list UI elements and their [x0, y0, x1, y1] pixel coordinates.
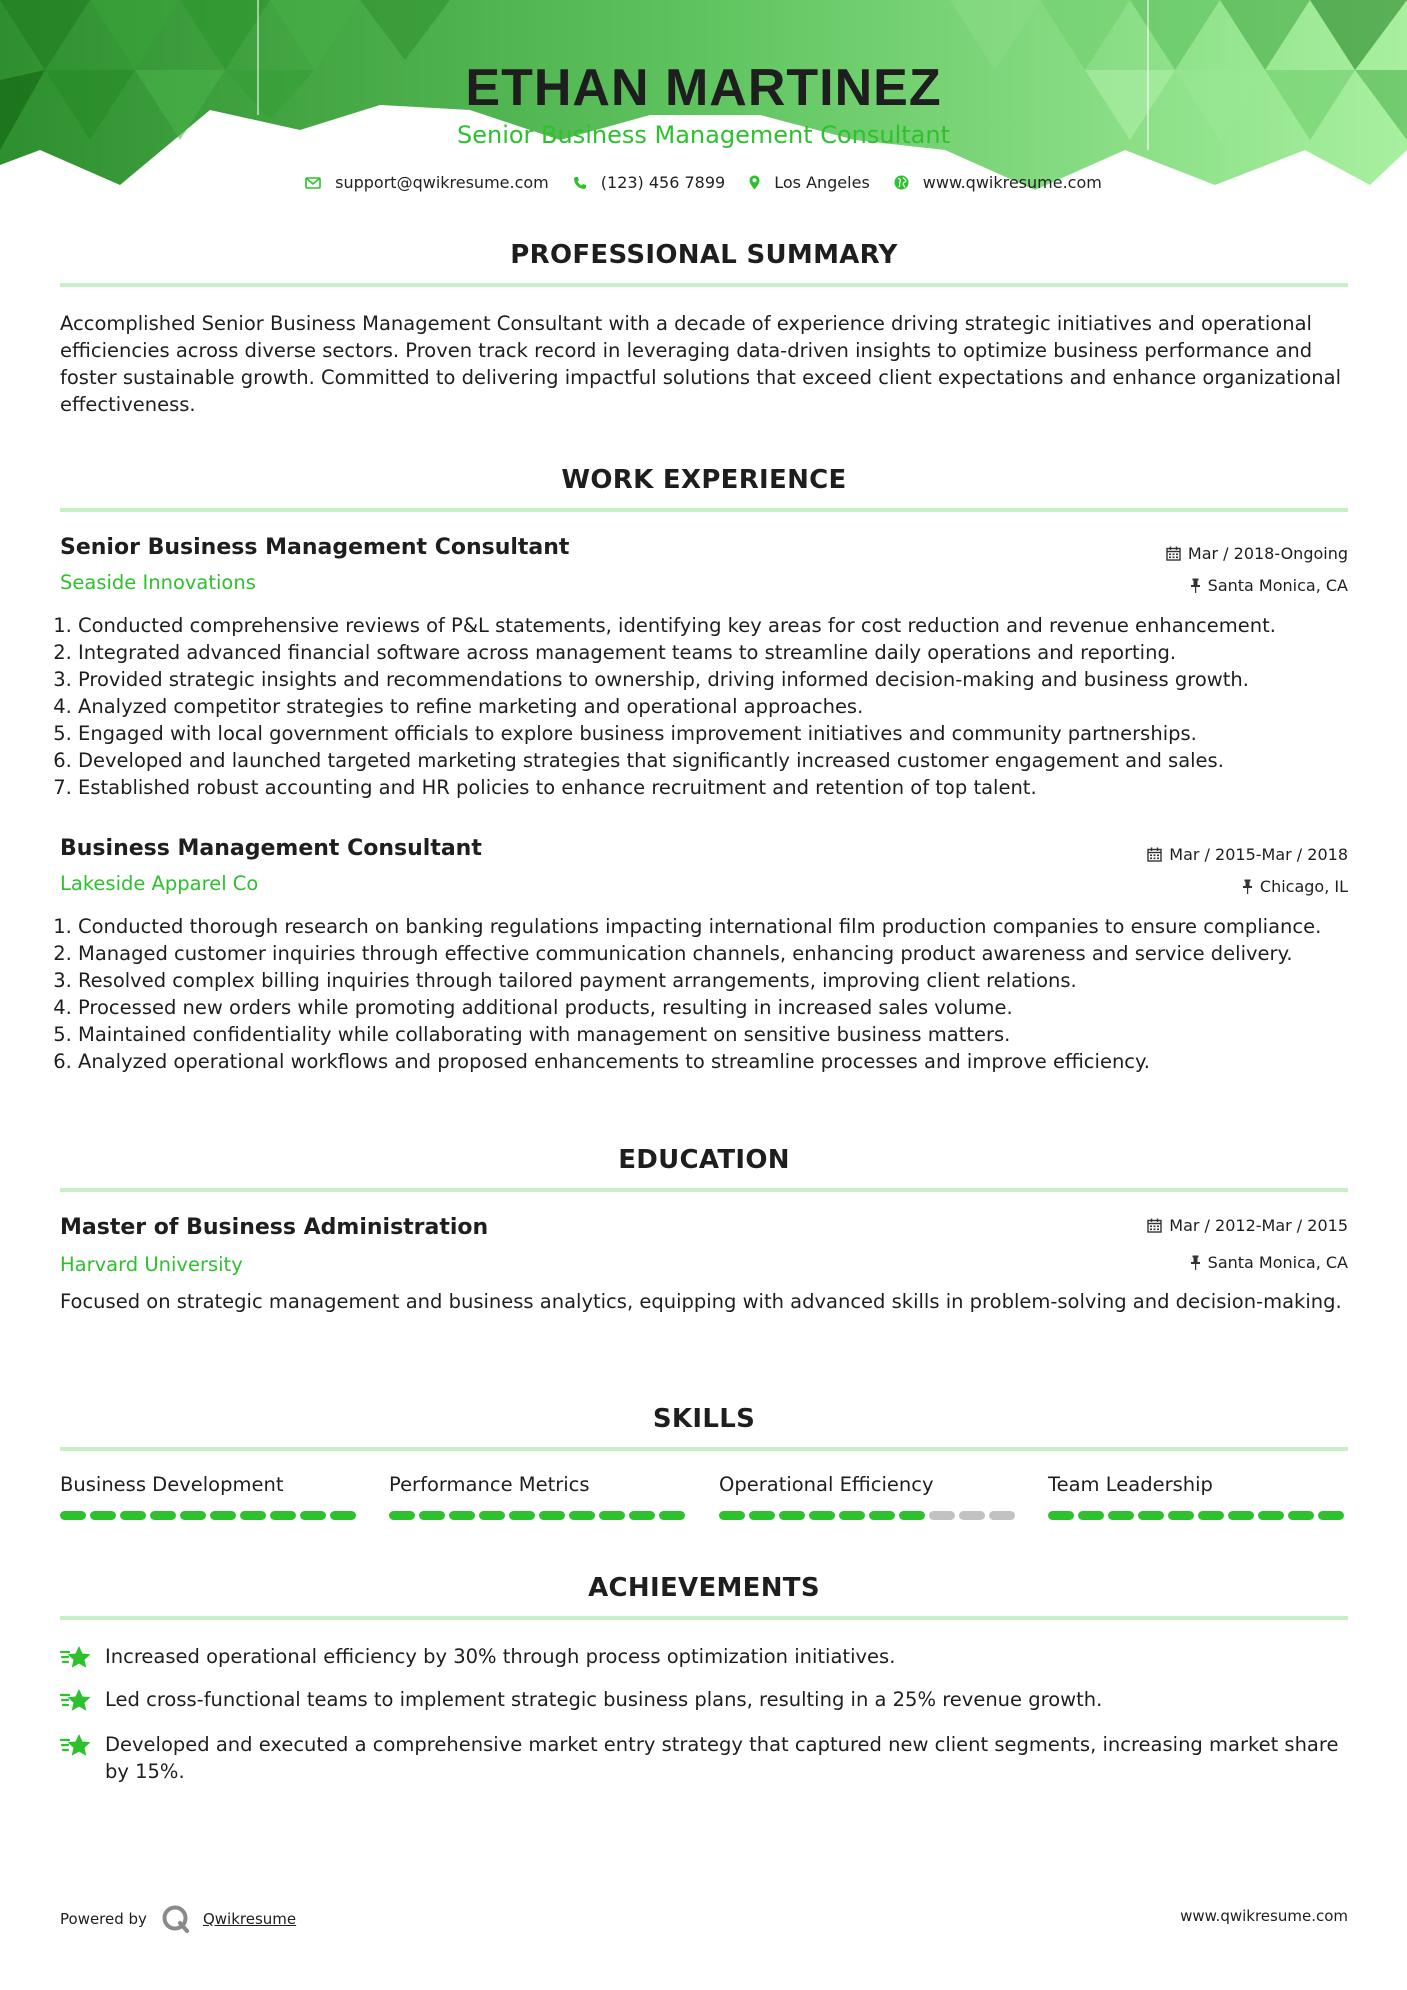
- skill-segment-filled: [1258, 1511, 1284, 1520]
- candidate-name: ETHAN MARTINEZ: [465, 59, 942, 117]
- footer-powered-by: [60, 1904, 296, 1934]
- section-divider: [60, 1447, 1348, 1451]
- skill-segment-filled: [180, 1511, 206, 1520]
- skill-item: [60, 1473, 360, 1500]
- list-item: 5. Maintained confidentiality while collaborating with management on sensitive business matters.: [78, 1021, 1378, 1048]
- email-text: support@qwikresume.com: [335, 173, 549, 192]
- list-item: 7. Established robust accounting and HR policies to enhance recruitment and retention of top talent.: [78, 774, 1378, 801]
- job-location-text: Santa Monica, CA: [1207, 576, 1348, 595]
- skill-segment-filled: [899, 1511, 925, 1520]
- job-bullets: [54, 913, 1378, 1075]
- envelope-icon: [305, 177, 321, 189]
- skill-bar: [60, 1511, 360, 1520]
- job-title: Senior Business Management Consultant: [60, 535, 570, 560]
- skill-segment-filled: [839, 1511, 865, 1520]
- powered-by-label: Powered by: [60, 1910, 147, 1928]
- education-location: [1190, 1253, 1348, 1272]
- list-item: 1. Conducted comprehensive reviews of P&L statements, identifying key areas for cost reduction and revenue enhancement.: [78, 612, 1378, 639]
- skill-segment-filled: [1318, 1511, 1344, 1520]
- skill-segment-filled: [629, 1511, 655, 1520]
- list-item: 4. Analyzed competitor strategies to refine marketing and operational approaches.: [78, 693, 1378, 720]
- job-location: [1190, 576, 1348, 595]
- skill-segment-empty: [959, 1511, 985, 1520]
- footer-url[interactable]: www.qwikresume.com: [1180, 1907, 1348, 1925]
- section-divider: [60, 1616, 1348, 1620]
- skill-segment-filled: [569, 1511, 595, 1520]
- pushpin-icon: [1190, 578, 1201, 593]
- map-pin-icon: [749, 175, 760, 190]
- skill-segment-empty: [929, 1511, 955, 1520]
- skill-segment-filled: [809, 1511, 835, 1520]
- list-item: 3. Provided strategic insights and recommendations to ownership, driving informed decision-making and business growth.: [78, 666, 1378, 693]
- achievement-text: Increased operational efficiency by 30% through process optimization initiatives.: [105, 1645, 896, 1668]
- education-dates: [1147, 1216, 1348, 1235]
- skill-segment-filled: [90, 1511, 116, 1520]
- skill-segment-filled: [1168, 1511, 1194, 1520]
- skill-segment-filled: [120, 1511, 146, 1520]
- skill-name: Performance Metrics: [389, 1473, 590, 1496]
- achievement-item: [60, 1643, 1350, 1670]
- list-item: 1. Conducted thorough research on banking regulations impacting international film production companies to ensure compliance.: [78, 913, 1378, 940]
- skill-item: [389, 1473, 689, 1500]
- skill-segment-filled: [539, 1511, 565, 1520]
- brand-link[interactable]: Qwikresume: [202, 1910, 297, 1928]
- school-name: Harvard University: [60, 1253, 243, 1276]
- job-dates-text: Mar / 2015-Mar / 2018: [1169, 845, 1348, 864]
- job-dates: [1147, 845, 1348, 864]
- skill-bar: [1048, 1511, 1348, 1520]
- skill-segment-filled: [1288, 1511, 1314, 1520]
- list-item: 5. Engaged with local government officials to explore business improvement initiatives and community partnerships.: [78, 720, 1378, 747]
- skill-segment-filled: [479, 1511, 505, 1520]
- achievement-item: [60, 1731, 1350, 1785]
- skill-segment-filled: [1138, 1511, 1164, 1520]
- qwikresume-logo-icon: [161, 1904, 191, 1934]
- company-name: Lakeside Apparel Co: [60, 872, 259, 895]
- phone-icon: [573, 176, 587, 190]
- skill-segment-filled: [779, 1511, 805, 1520]
- section-title-education: EDUCATION: [618, 1145, 790, 1175]
- education-dates-text: Mar / 2012-Mar / 2015: [1169, 1216, 1348, 1235]
- list-item: 4. Processed new orders while promoting additional products, resulting in increased sales volume.: [78, 994, 1378, 1021]
- section-divider: [60, 283, 1348, 287]
- phone-text: (123) 456 7899: [600, 173, 726, 192]
- section-title-summary: PROFESSIONAL SUMMARY: [510, 240, 898, 270]
- skill-segment-filled: [869, 1511, 895, 1520]
- contact-location: [749, 173, 870, 192]
- job-location-text: Chicago, IL: [1259, 877, 1348, 896]
- achievement-item: [60, 1686, 1350, 1713]
- skill-segment-filled: [719, 1511, 745, 1520]
- skill-segment-filled: [659, 1511, 685, 1520]
- skill-segment-filled: [389, 1511, 415, 1520]
- skill-segment-filled: [509, 1511, 535, 1520]
- degree-title: Master of Business Administration: [60, 1215, 489, 1240]
- skill-segment-filled: [210, 1511, 236, 1520]
- contact-bar: [0, 173, 1407, 192]
- skill-segment-filled: [749, 1511, 775, 1520]
- skill-segment-filled: [599, 1511, 625, 1520]
- company-name: Seaside Innovations: [60, 571, 256, 594]
- skill-segment-filled: [60, 1511, 86, 1520]
- skill-segment-filled: [449, 1511, 475, 1520]
- skill-segment-filled: [240, 1511, 266, 1520]
- section-title-achievements: ACHIEVEMENTS: [588, 1573, 820, 1603]
- skill-segment-filled: [1198, 1511, 1224, 1520]
- skill-name: Business Development: [60, 1473, 284, 1496]
- contact-email[interactable]: [305, 173, 549, 192]
- section-divider: [60, 1188, 1348, 1192]
- skill-segment-empty: [989, 1511, 1015, 1520]
- skill-segment-filled: [270, 1511, 296, 1520]
- skill-bar: [389, 1511, 689, 1520]
- candidate-role: Senior Business Management Consultant: [456, 121, 951, 149]
- job-dates: [1166, 544, 1348, 563]
- section-title-skills: SKILLS: [652, 1404, 756, 1434]
- job-bullets: [54, 612, 1378, 801]
- skill-name: Team Leadership: [1048, 1473, 1213, 1496]
- skill-segment-filled: [330, 1511, 356, 1520]
- skill-segment-filled: [1228, 1511, 1254, 1520]
- education-location-text: Santa Monica, CA: [1207, 1253, 1348, 1272]
- achievement-text: Developed and executed a comprehensive market entry strategy that captured new client segments, increasing market share by 15%.: [105, 1733, 1339, 1783]
- skill-segment-filled: [1108, 1511, 1134, 1520]
- skill-item: [719, 1473, 1019, 1500]
- list-item: 6. Developed and launched targeted marketing strategies that significantly increased customer engagement and sales.: [78, 747, 1378, 774]
- calendar-icon: [1147, 1218, 1162, 1233]
- website-text: www.qwikresume.com: [922, 173, 1102, 192]
- star-icon: [60, 1688, 92, 1714]
- summary-text: Accomplished Senior Business Management Consultant with a decade of experience driving strategic initiatives and operational efficiencies across diverse sectors. Proven track record in leveraging data-driven insights to optimize business performance and foster sustainable growth. Committed to delivering impactful solutions that exceed client expectations and enhance organizational effectiveness.: [60, 312, 1342, 416]
- skill-name: Operational Efficiency: [719, 1473, 934, 1496]
- calendar-icon: [1166, 546, 1181, 561]
- star-icon: [60, 1733, 92, 1759]
- list-item: 6. Analyzed operational workflows and proposed enhancements to streamline processes and improve efficiency.: [78, 1048, 1378, 1075]
- pushpin-icon: [1190, 1255, 1201, 1270]
- skill-segment-filled: [1048, 1511, 1074, 1520]
- list-item: 2. Managed customer inquiries through effective communication channels, enhancing product awareness and service delivery.: [78, 940, 1378, 967]
- calendar-icon: [1147, 847, 1162, 862]
- skill-segment-filled: [150, 1511, 176, 1520]
- skill-segment-filled: [419, 1511, 445, 1520]
- skill-segment-filled: [1078, 1511, 1104, 1520]
- section-divider: [60, 508, 1348, 512]
- section-title-experience: WORK EXPERIENCE: [561, 465, 847, 495]
- skill-item: [1048, 1473, 1348, 1500]
- list-item: 2. Integrated advanced financial software across management teams to streamline daily operations and reporting.: [78, 639, 1378, 666]
- location-text: Los Angeles: [774, 173, 870, 192]
- pushpin-icon: [1242, 879, 1253, 894]
- globe-icon: [894, 175, 909, 190]
- skill-segment-filled: [300, 1511, 326, 1520]
- contact-website[interactable]: [894, 173, 1102, 192]
- star-icon: [60, 1645, 92, 1671]
- skill-bar: [719, 1511, 1019, 1520]
- job-dates-text: Mar / 2018-Ongoing: [1187, 544, 1348, 563]
- contact-phone[interactable]: [573, 173, 725, 192]
- education-description: Focused on strategic management and business analytics, equipping with advanced skills in problem-solving and decision-making.: [60, 1290, 1342, 1313]
- job-title: Business Management Consultant: [60, 836, 482, 861]
- achievement-text: Led cross-functional teams to implement strategic business plans, resulting in a 25% revenue growth.: [105, 1688, 1103, 1711]
- job-location: [1242, 877, 1348, 896]
- list-item: 3. Resolved complex billing inquiries through tailored payment arrangements, improving client relations.: [78, 967, 1378, 994]
